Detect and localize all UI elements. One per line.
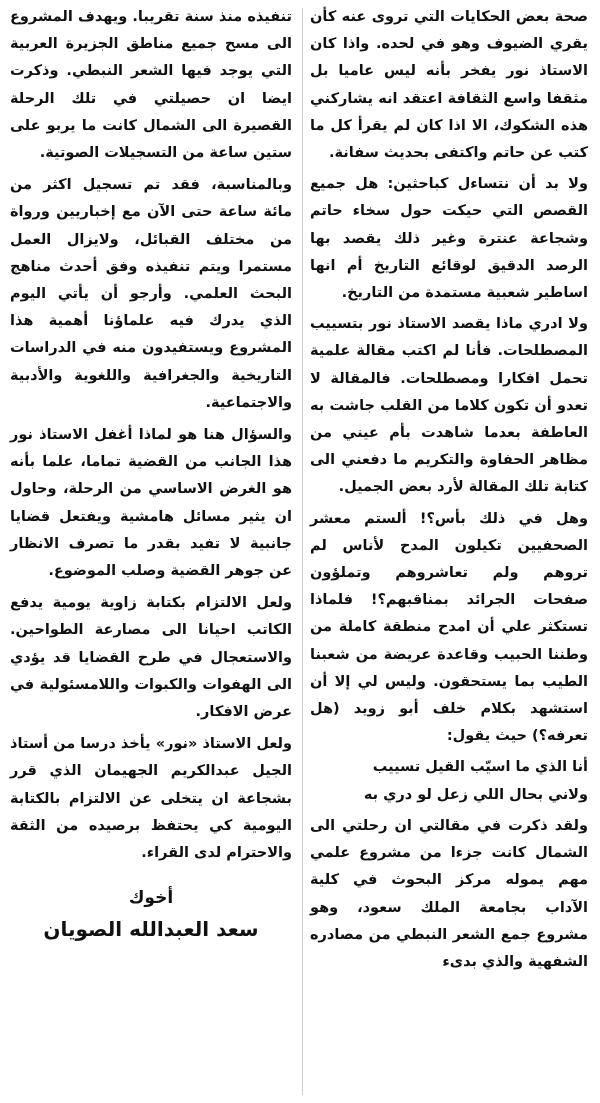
article-paragraph: وهل في ذلك بأس؟! ألستم معشر الصحفيين تكيلون المدح لأناس لم تروهم ولم تعاشروهم وتملؤون صفحات الجرائد بمناقبهم؟! فلماذا تستكثر علي أن امدح منطقة كاملة من وطننا الحبيب وقاعدة عريضة من شعبنا الطيب بما يستحقون. وليس لي إلا أن استشهد بكلام خلف أبو زويد (هل تعرفه؟) حيث يقول: (310, 510, 588, 745)
poem-verse: أنا الذي ما اسيّب القيل تسييب (372, 759, 588, 776)
poem-verse-second: ولاني بحال اللي زعل لو دري به (363, 786, 588, 803)
article-paragraph: وبالمناسبة، فقد تم تسجيل اكثر من مائة ساعة حتى الآن مع إخباريين ورواة من مختلف القبائل، ولايزال العمل مستمرا ويتم تنفيذه وفق أحدث مناهج البحث العلمي. وأرجو أن يأتي اليوم الذي يدرك فيه علماؤنا أهمية هذا المشروع ويستفيدون منه في الدراسات التاريخية والجغرافية واللغوية والأدبية والاجتماعية. (10, 177, 292, 411)
author-name: سعد العبدالله الصويان (43, 917, 259, 942)
article-paragraph: ولقد ذكرت في مقالتي ان رحلتي الى الشمال كانت جزءا من مشروع علمي مهم يموله مركز البحوث في كلية الآداب بجامعة الملك سعود، وهو مشروع جمع الشعر النبطي من مصادره الشفهية والذي بدىء (310, 817, 588, 970)
signoff-greeting: أخوك (128, 888, 174, 909)
article-paragraph: ولعل الاستاذ «نور» يأخذ درسا من أستاذ الجيل عبدالكريم الجهيمان الذي قرر بشجاعة ان يتخلى عن الالتزام بالكتابة اليومية كي يحتفظ برصيده من الثقة والاحترام لدى القراء. (10, 736, 292, 862)
article-column-right (310, 4, 588, 980)
author-signoff (10, 883, 292, 945)
article-paragraph: ولا ادري ماذا يقصد الاستاذ نور بتسييب المصطلحات. فأنا لم اكتب مقالة علمية تحمل افكارا ومصطلحات. فالمقالة لا تعدو أن تكون كلاما من القلب جاشت به العاطفة بعدما شاهدت بأم عيني من مظاهر الحفاوة والتكريم ما دفعني الى كتابة تلك المقالة لأرد بعض الجميل. (310, 316, 588, 496)
column-divider (302, 8, 303, 1095)
article-paragraph: صحة بعض الحكايات التي تروى عنه كأن يقري الضيوف وهو في لحده. واذا كان الاستاذ نور يفخر بأنه ليس عاميا بل مثقفا واسع الثقافة اعتقد انه يشاركني هذه الشكوك، الا اذا كان لم يقرأ كل ما كتب عن حاتم واكتفى بحديث سفانة. (310, 9, 588, 162)
article-paragraph: ولعل الالتزام بكتابة زاوية يومية يدفع الكاتب احيانا الى مصارعة الطواحين. والاستعجال في طرح القضايا قد يؤدي الى الهفوات والكبوات واللامسئولية في عرض الافكار. (10, 595, 292, 721)
article-paragraph: تنفيذه منذ سنة تقريبا. ويهدف المشروع الى مسح جميع مناطق الجزيرة العربية التي يوجد فيها الشعر النبطي. وذكرت ايضا ان حصيلتي في تلك الرحلة القصيرة الى الشمال كانت ما يربو على ستين ساعة من التسجيلات الصوتية. (10, 9, 292, 162)
article-column-left (10, 4, 292, 945)
article-paragraph: ولا بد أن نتساءل كباحثين: هل جميع القصص التي حيكت حول سخاء حاتم وشجاعة عنترة وغير ذلك يقصد بها الرصد الدقيق لوقائع التاريخ أم انها اساطير شعبية مستمدة من التاريخ. (310, 176, 588, 302)
article-paragraph: والسؤال هنا هو لماذا أغفل الاستاذ نور هذا الجانب من القضية تماما، علما بأنه هو الغرض الاساسي من الرحلة، وحاول ان يثير مسائل هامشية ويفتعل قضايا جانبية لا تفيد بقدر ما تصرف الانظار عن جوهر القضية وصلب الموضوع. (10, 427, 292, 580)
